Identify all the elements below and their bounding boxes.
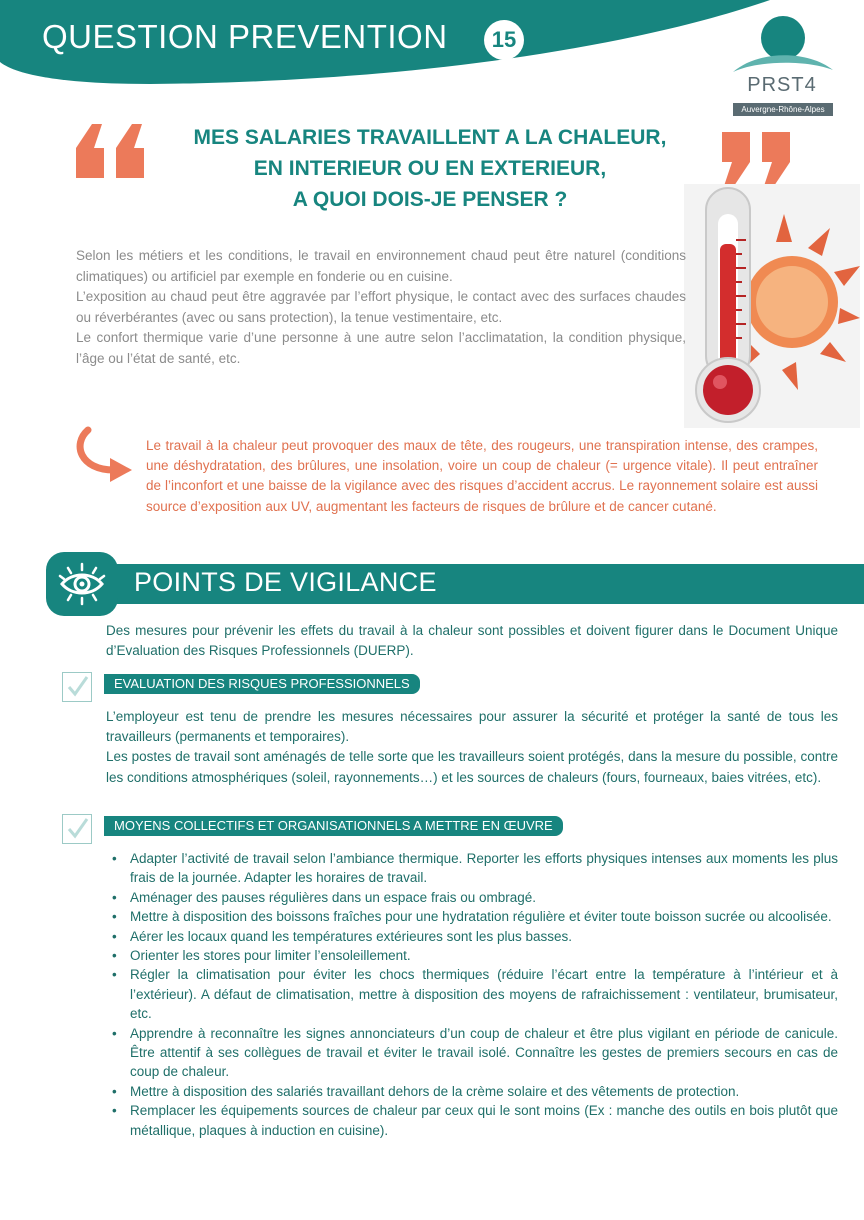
page-title: QUESTION PREVENTION <box>42 18 448 55</box>
quote-close-icon <box>718 130 798 190</box>
quote-open-icon <box>72 122 152 182</box>
list-item: • Mettre à disposition des boissons fraîches pour une hydratation régulière et éviter toute boisson sucrée ou alcoolisée. <box>130 907 838 926</box>
intro-text <box>76 246 686 369</box>
intro-paragraph: Le confort thermique varie d’une personne à une autre selon l’acclimatation, la condition physique, l’âge ou l’état de santé, etc. <box>76 330 686 366</box>
headline-line-3: A QUOI DOIS-JE PENSER ? <box>292 188 568 211</box>
list-item: • Remplacer les équipements sources de chaleur par ceux qui le sont moins (Ex : manche des outils en bois plutôt que métallique, plaques à induction en cuisine). <box>130 1101 838 1140</box>
intro-paragraph: Selon les métiers et les conditions, le travail en environnement chaud peut être naturel (conditions climatiques) ou artificiel par exemple en fonderie ou en cuisine. <box>76 248 686 284</box>
measures-list <box>106 849 838 1140</box>
health-warning-text: Le travail à la chaleur peut provoquer des maux de tête, des rougeurs, une transpiration intense, des crampes, une déshydratation, des brûlures, une insolation, voire un coup de chaleur (= urgence vitale). Il peut entraîner de l’inconfort et une baisse de la vigilance avec des risques d’accident accrus. Le rayonnement solaire est aussi source d’exposition aux UV, augmentant les facteurs de risques de brûlure et de cancer cutané. <box>146 438 818 514</box>
headline-question <box>150 122 710 215</box>
list-item: • Aérer les locaux quand les températures extérieures sont les plus basses. <box>130 927 838 946</box>
curved-arrow-icon <box>70 426 140 482</box>
vigilance-intro: Des mesures pour prévenir les effets du travail à la chaleur sont possibles et doivent figurer dans le Document Unique d’Evaluation des Risques Professionnels (DUERP). <box>106 623 838 659</box>
list-item: • Mettre à disposition des salariés travaillant dehors de la crème solaire et des vêtements de protection. <box>130 1082 838 1101</box>
thermometer-sun-icon <box>684 184 860 428</box>
intro-paragraph: L’exposition au chaud peut être aggravée par l’effort physique, le contact avec des surfaces chaudes ou réverbérantes (avec ou sans protection), la tenue vestimentaire, etc. <box>76 289 686 325</box>
logo-region: Auvergne-Rhône-Alpes <box>733 103 833 116</box>
checkbox-check-icon <box>62 814 92 844</box>
list-item: • Orienter les stores pour limiter l’ensoleillement. <box>130 946 838 965</box>
risk-assessment-paragraph: Les postes de travail sont aménagés de telle sorte que les travailleurs soient protégés, dans la mesure du possible, contre les conditions atmosphériques (soleil, rayonnements…) et les sources de chaleurs (fours, fourneaux, baies vitrées, etc). <box>106 749 838 785</box>
logo-name: PRST4 <box>747 74 817 96</box>
risk-assessment-paragraph: L’employeur est tenu de prendre les mesures nécessaires pour assurer la sécurité et protéger la santé de tous les travailleurs (permanents et temporaires). <box>106 709 838 745</box>
prst4-logo <box>728 8 838 118</box>
vigilance-title: POINTS DE VIGILANCE <box>134 567 437 597</box>
checkbox-check-icon <box>62 672 92 702</box>
eye-icon <box>54 560 110 608</box>
question-number-badge: 15 <box>484 20 524 60</box>
list-item: • Aménager des pauses régulières dans un espace frais ou ombragé. <box>130 888 838 907</box>
headline-line-1: MES SALARIES TRAVAILLENT A LA CHALEUR, <box>193 126 667 149</box>
risk-assessment-text <box>106 707 838 788</box>
list-item: • Régler la climatisation pour éviter les chocs thermiques (réduire l’écart entre la température à l’intérieur et à l’extérieur). A défaut de climatisation, mettre à disposition des moyens de rafraichissement : ventilateur, brumisateur, etc. <box>130 965 838 1023</box>
list-item: • Adapter l’activité de travail selon l’ambiance thermique. Reporter les efforts physiques intenses aux moments les plus frais de la journée. Adapter les horaires de travail. <box>130 849 838 888</box>
headline-line-2: EN INTERIEUR OU EN EXTERIEUR, <box>253 157 607 180</box>
section-label-collective-measures: MOYENS COLLECTIFS ET ORGANISATIONNELS A METTRE EN ŒUVRE <box>104 816 563 836</box>
list-item: • Apprendre à reconnaître les signes annonciateurs d’un coup de chaleur et être plus vigilant en période de canicule. Être attentif à ses collègues de travail et éviter le travail isolé. Connaître les gestes de premiers secours en cas de coup de chaleur. <box>130 1024 838 1082</box>
section-label-risk-assessment: EVALUATION DES RISQUES PROFESSIONNELS <box>104 674 420 694</box>
